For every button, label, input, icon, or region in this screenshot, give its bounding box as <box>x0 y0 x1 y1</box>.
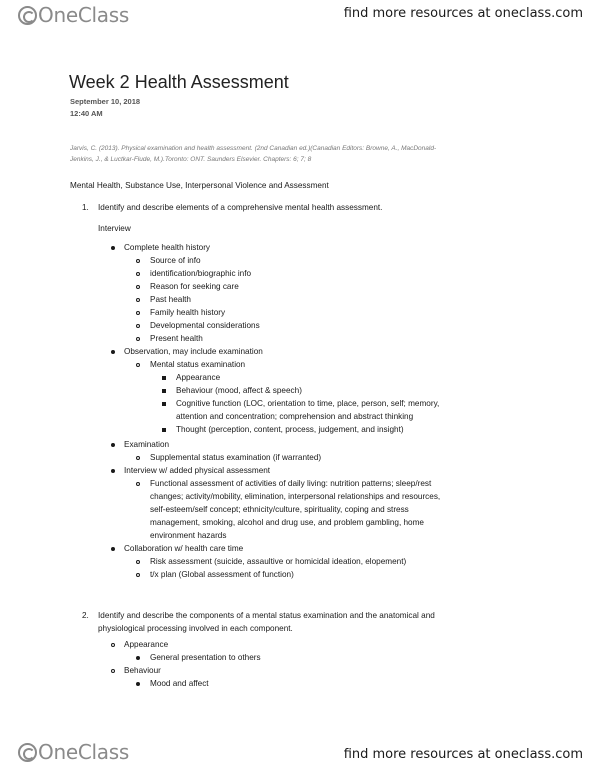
examination-item: Examination <box>124 440 170 449</box>
history-item: Reason for seeking care <box>150 282 239 291</box>
note-date: September 10, 2018 <box>70 97 141 106</box>
mse-subitem: Behaviour (mood, affect & speech) <box>176 386 302 395</box>
citation-line-2: Jenkins, J., & Luctkar-Flude, M.).Toronto: ONT. Saunders Elsevier. Chapters: 6; 7; 8 <box>70 156 312 163</box>
functional-line: self-esteem/self concept; ethnicity/culture, spirituality, coping and stress <box>150 505 409 514</box>
bullet-icon <box>136 363 140 367</box>
history-item: identification/biographic info <box>150 269 252 278</box>
page-header <box>0 0 595 40</box>
functional-line: Functional assessment of activities of daily living: nutrition patterns; sleep/rest <box>150 479 432 488</box>
history-item: Developmental considerations <box>150 321 260 330</box>
bullet-icon <box>136 311 140 315</box>
bullet-icon <box>111 643 115 647</box>
complete-history-item: Complete health history <box>124 243 211 252</box>
appearance-item: Appearance <box>124 640 169 649</box>
history-item: Past health <box>150 295 191 304</box>
bullet-icon <box>136 656 140 660</box>
mse-item: Mental status examination <box>150 360 246 369</box>
bullet-icon <box>111 350 115 354</box>
observation-item: Observation, may include examination <box>124 347 263 356</box>
bullet-icon <box>162 376 166 380</box>
functional-line: environment hazards <box>150 531 227 540</box>
mse-subitem-continued: attention and concentration; comprehension and abstract thinking <box>176 412 414 421</box>
interview-label: Interview <box>98 224 131 233</box>
citation-line-1: Jarvis, C. (2013). Physical examination and health assessment. (2nd Canadian ed.)(Canadian Editors: Browne, A., MacDonald- <box>70 145 437 152</box>
bullet-icon <box>136 298 140 302</box>
behaviour-item: Behaviour <box>124 666 161 675</box>
bullet-icon <box>136 560 140 564</box>
question-2-number: 2. <box>82 611 89 620</box>
footer-tagline[interactable]: find more resources at oneclass.com <box>343 747 583 762</box>
bullet-icon <box>162 389 166 393</box>
bullet-icon <box>111 246 115 250</box>
bullet-icon <box>136 324 140 328</box>
bullet-icon <box>136 337 140 341</box>
interview-physical-item: Interview w/ added physical assessment <box>124 466 271 475</box>
question-2-text-continued: physiological processing involved in each component. <box>98 624 293 633</box>
mse-subitem: Appearance <box>176 373 221 382</box>
mse-subitem: Cognitive function (LOC, orientation to time, place, person, self; memory, <box>176 399 440 408</box>
history-item: Present health <box>150 334 203 343</box>
oneclass-logo-icon <box>18 743 37 762</box>
citation <box>70 143 530 165</box>
risk-item: Risk assessment (suicide, assaultive or homicidal ideation, elopement) <box>150 557 407 566</box>
brand-name: OneClass <box>38 740 129 764</box>
bullet-icon <box>136 482 140 486</box>
note-time: 12:40 AM <box>70 109 103 118</box>
tx-plan-item: t/x plan (Global assessment of function) <box>150 570 294 579</box>
history-item: Source of info <box>150 256 201 265</box>
bullet-icon <box>136 259 140 263</box>
history-item: Family health history <box>150 308 226 317</box>
mood-affect-item: Mood and affect <box>150 679 209 688</box>
oneclass-logo-icon <box>18 6 37 25</box>
bullet-icon <box>111 547 115 551</box>
functional-line: changes; activity/mobility, elimination, interpersonal relationships and resources, <box>150 492 441 501</box>
bullet-icon <box>162 428 166 432</box>
functional-line: management, smoking, alcohol and drug use, and problem gambling, home <box>150 518 424 527</box>
general-presentation-item: General presentation to others <box>150 653 261 662</box>
bullet-icon <box>111 443 115 447</box>
oneclass-logo[interactable] <box>18 3 129 27</box>
bullet-icon <box>136 272 140 276</box>
bullet-icon <box>111 669 115 673</box>
header-tagline[interactable]: find more resources at oneclass.com <box>343 6 583 21</box>
question-1-number: 1. <box>82 203 89 212</box>
bullet-icon <box>136 456 140 460</box>
collaboration-item: Collaboration w/ health care time <box>124 544 244 553</box>
brand-name: OneClass <box>38 3 129 27</box>
page-footer <box>0 735 595 770</box>
mse-subitem: Thought (perception, content, process, judgement, and insight) <box>176 425 404 434</box>
section-heading: Mental Health, Substance Use, Interpersonal Violence and Assessment <box>70 181 329 190</box>
bullet-icon <box>111 469 115 473</box>
question-1-text: Identify and describe elements of a comprehensive mental health assessment. <box>98 203 383 212</box>
bullet-icon <box>136 573 140 577</box>
oneclass-logo[interactable] <box>18 740 129 764</box>
bullet-icon <box>136 285 140 289</box>
page-title: Week 2 Health Assessment <box>69 72 289 92</box>
question-2-text: Identify and describe the components of a mental status examination and the anatomical and <box>98 611 435 620</box>
supplemental-item: Supplemental status examination (if warranted) <box>150 453 322 462</box>
bullet-icon <box>162 402 166 406</box>
bullet-icon <box>136 682 140 686</box>
